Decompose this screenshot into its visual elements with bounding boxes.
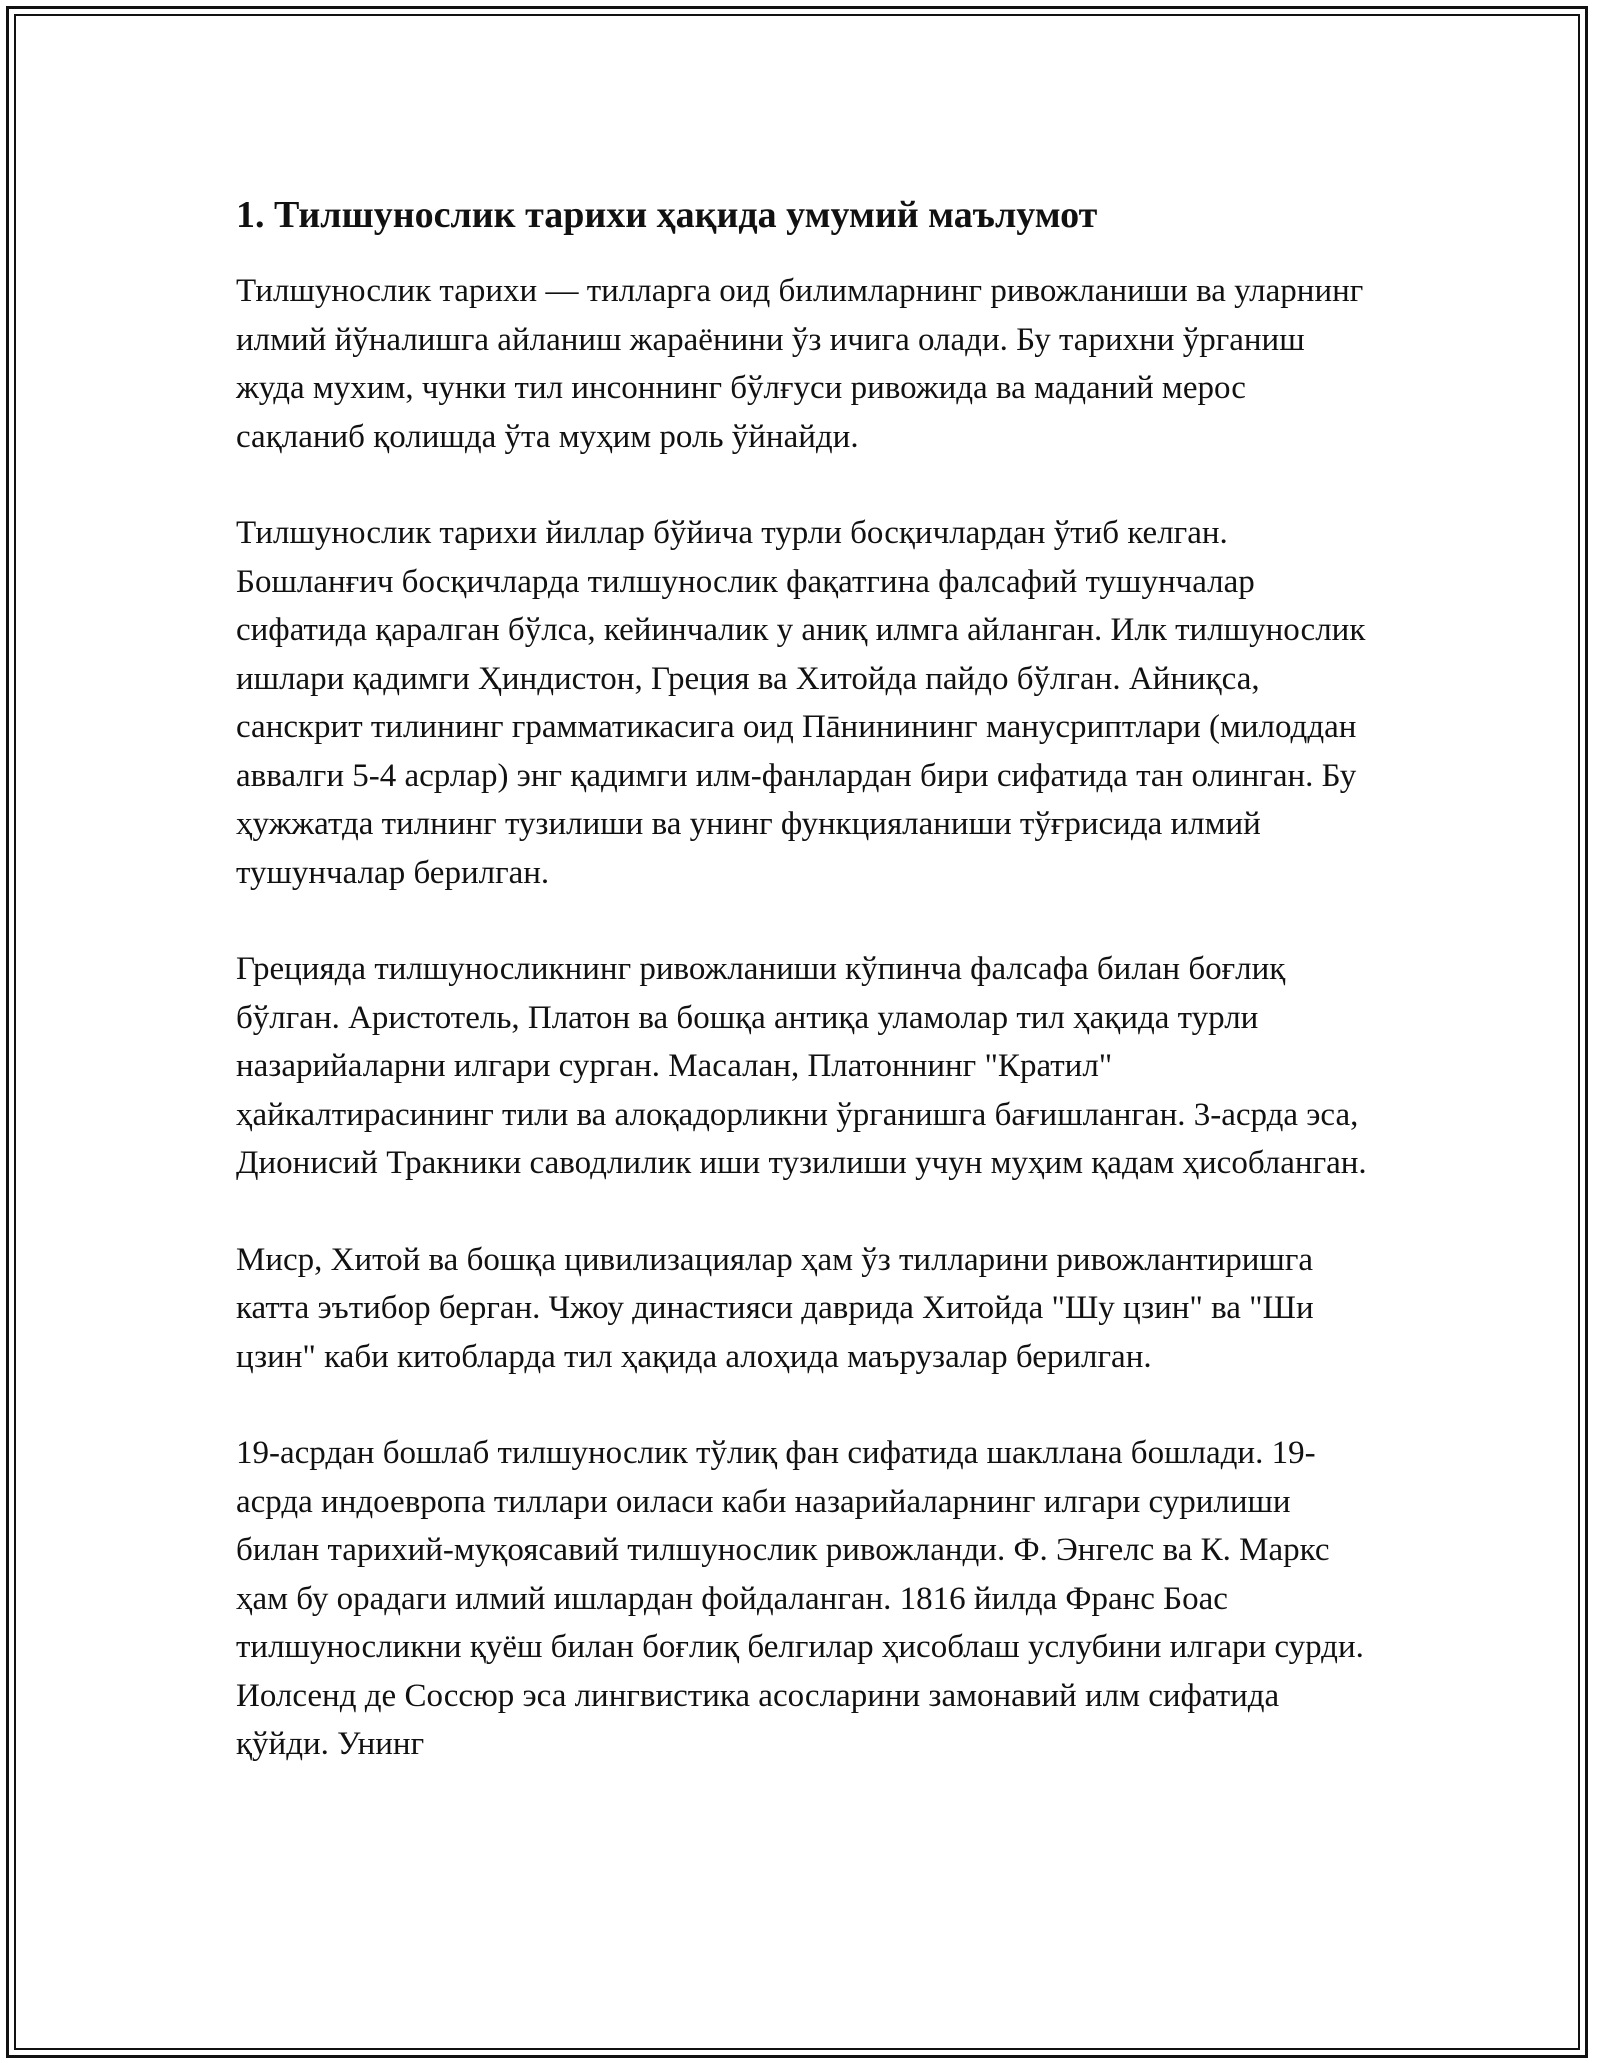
- paragraph-1: Тилшунослик тарихи — тилларга оид билимларнинг ривожланиши ва уларнинг илмий йўналишга айланиш жараёнини ўз ичига олади. Бу тарихни ўрганиш жуда мухим, чунки тил инсоннинг бўлғуси ривожида ва маданий мерос сақланиб қолишда ўта муҳим роль ўйнайди.: [236, 273, 1364, 455]
- paragraph-4: Миср, Хитой ва бошқа цивилизациялар ҳам ўз тилларини ривожлантиришга катта эътибор берган. Чжоу династияси даврида Хитойда "Шу цзин" ва "Ши цзин" каби китобларда тил ҳақида алоҳида маърузалар берилган.: [236, 1241, 1314, 1375]
- paragraph-5: 19-асрдан бошлаб тилшунослик тўлиқ фан сифатида шакллана бошлади. 19-асрда индоевропа тиллари оиласи каби назарийаларнинг илгари сурилиши билан тарихий-муқоясавий тилшунослик ривожланди. Ф. Энгелс ва К. Маркс ҳам бу орадаги илмий ишлардан фойдаланган. 1816 йилда Франс Боас тилшуносликни қуёш билан боғлиқ белгилар ҳисоблаш услубини илгари сурди. Иолсенд де Соссюр эса лингвистика асосларини замонавий илм сифатида қўйди. Унинг: [236, 1435, 1364, 1762]
- paragraph-2: Тилшунослик тарихи йиллар бўйича турли босқичлардан ўтиб келган. Бошланғич босқичларда тилшунослик фақатгина фалсафий тушунчалар сифатида қаралган бўлса, кейинчалик у аниқ илмга айланган. Илк тилшунослик ишлари қадимги Ҳиндистон, Греция ва Хитойда пайдо бўлган. Айниқса, санскрит тилининг грамматикасига оид Пāнинининг манусриптлари (милоддан аввалги 5-4 асрлар) энг қадимги илм-фанлардан бири сифатида тан олинган. Бу ҳужжатда тилнинг тузилиши ва унинг функцияланиши тўғрисида илмий тушунчалар берилган.: [236, 515, 1366, 891]
- section-heading: 1. Тилшунослик тарихи ҳақида умумий маълумот: [236, 194, 1098, 236]
- paragraph-3: Грецияда тилшуносликнинг ривожланиши кўпинча фалсафа билан боғлиқ бўлган. Аристотель, Платон ва бошқа антиқа уламолар тил ҳақида турли назарийаларни илгари сурган. Масалан, Платоннинг "Кратил" ҳайкалтирасининг тили ва алоқадорликни ўрганишга бағишланган. 3-асрда эса, Дионисий Тракники саводлилик иши тузилиши учун муҳим қадам ҳисобланган.: [236, 951, 1367, 1181]
- document-body: [236, 185, 1376, 1817]
